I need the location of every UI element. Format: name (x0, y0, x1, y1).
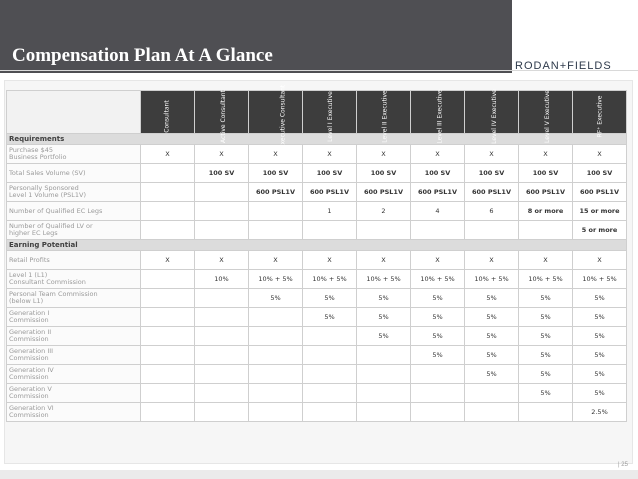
table-cell: 10% + 5% (303, 270, 357, 289)
table-cell (465, 221, 519, 240)
table-cell: X (303, 145, 357, 164)
table-cell (249, 346, 303, 365)
footer-band (0, 470, 638, 479)
table-cell: 5% (573, 346, 627, 365)
table-header-row (7, 91, 627, 134)
row-label-line: Generation I (9, 309, 50, 317)
table-cell (519, 221, 573, 240)
table-cell: X (303, 251, 357, 270)
table-cell: 10% + 5% (411, 270, 465, 289)
table-cell: 5% (519, 308, 573, 327)
table-cell: 5% (303, 308, 357, 327)
table-row (7, 403, 627, 422)
table-cell: 10% + 5% (519, 270, 573, 289)
table-cell: X (141, 145, 195, 164)
table-cell: 5% (519, 289, 573, 308)
table-cell: 100 SV (465, 164, 519, 183)
table-cell (303, 346, 357, 365)
table-cell: 5% (573, 384, 627, 403)
row-label (7, 365, 141, 384)
row-label-line: Number of Qualified LV or (9, 222, 93, 230)
table-cell (411, 221, 465, 240)
column-header (357, 89, 411, 143)
table-row (7, 289, 627, 308)
table-cell: 100 SV (573, 164, 627, 183)
row-label-line: Commission (9, 411, 49, 419)
table-row (7, 145, 627, 164)
section-title: Requirements (7, 134, 627, 145)
row-label-line: Commission (9, 392, 49, 400)
table-cell: 600 PSL1V (357, 183, 411, 202)
table-cell (141, 327, 195, 346)
table-cell: 5% (465, 308, 519, 327)
table-cell (141, 221, 195, 240)
table-cell: 600 PSL1V (519, 183, 573, 202)
table-cell (195, 289, 249, 308)
table-cell: 5% (573, 365, 627, 384)
table-cell (195, 327, 249, 346)
table-cell: 5% (465, 289, 519, 308)
table-cell: 600 PSL1V (303, 183, 357, 202)
table-cell (195, 308, 249, 327)
table-row (7, 251, 627, 270)
table-cell (303, 384, 357, 403)
row-label-line: (below L1) (9, 297, 44, 305)
table-cell: X (411, 251, 465, 270)
column-header (303, 90, 357, 142)
column-header-label: Level IV Executive (490, 88, 498, 144)
table-cell (411, 384, 465, 403)
table-row (7, 327, 627, 346)
row-label-line: Commission (9, 335, 49, 343)
table-cell: 100 SV (249, 164, 303, 183)
table-cell (303, 327, 357, 346)
table-cell: 15 or more (573, 202, 627, 221)
table-cell: 5% (357, 308, 411, 327)
row-label-line: Purchase $45 (9, 146, 53, 154)
column-header (519, 89, 573, 143)
row-label-line: Level 1 (L1) (9, 271, 48, 279)
page-number: | 25 (618, 462, 628, 468)
row-label (7, 384, 141, 403)
table-cell (195, 403, 249, 422)
table-cell: X (573, 251, 627, 270)
column-header (573, 91, 627, 137)
table-cell (141, 308, 195, 327)
table-cell (141, 270, 195, 289)
table-cell: 10% (195, 270, 249, 289)
row-label-line: Business Portfolio (9, 153, 67, 161)
table-cell: X (195, 145, 249, 164)
table-cell: 5% (573, 289, 627, 308)
table-cell (141, 183, 195, 202)
table-cell: 5% (411, 308, 465, 327)
row-label (7, 183, 141, 202)
column-header (141, 91, 195, 134)
row-label-line: Generation VI (9, 404, 54, 412)
table-cell: X (519, 251, 573, 270)
table-cell: 5% (357, 327, 411, 346)
row-label (7, 308, 141, 327)
row-label-line: Consultant Commission (9, 278, 86, 286)
table-cell: 10% + 5% (465, 270, 519, 289)
row-label-line: Generation IV (9, 366, 54, 374)
table-cell (195, 202, 249, 221)
table-cell: X (141, 251, 195, 270)
row-label-line: Commission (9, 316, 49, 324)
table-cell (141, 289, 195, 308)
table-cell: 5% (573, 308, 627, 327)
table-cell: 5% (465, 346, 519, 365)
row-label (7, 145, 141, 164)
column-header (411, 88, 465, 144)
row-label-line: Generation V (9, 385, 52, 393)
column-header-label: Consultant (163, 99, 171, 133)
table-row (7, 183, 627, 202)
column-header-label: Executive Consultant (279, 84, 287, 148)
table-cell (303, 403, 357, 422)
table-cell (249, 221, 303, 240)
table-row (7, 164, 627, 183)
table-cell (141, 365, 195, 384)
row-label-line: Personal Team Commission (9, 290, 98, 298)
table-cell: 5% (411, 289, 465, 308)
table-cell (249, 308, 303, 327)
row-label (7, 289, 141, 308)
row-label-line: Generation II (9, 328, 52, 336)
table-cell: 600 PSL1V (465, 183, 519, 202)
row-label-line: Total Sales Volume (SV) (9, 168, 86, 177)
table-cell (357, 221, 411, 240)
table-cell: 600 PSL1V (249, 183, 303, 202)
table-cell (141, 346, 195, 365)
table-cell: 100 SV (357, 164, 411, 183)
row-label (7, 251, 141, 270)
table-cell (141, 403, 195, 422)
table-cell: 100 SV (195, 164, 249, 183)
table-cell: X (465, 145, 519, 164)
table-cell: X (357, 145, 411, 164)
table-cell: 5% (465, 327, 519, 346)
row-label (7, 221, 141, 240)
table-cell (249, 202, 303, 221)
table-cell: 5% (465, 365, 519, 384)
section-title: Earning Potential (7, 240, 627, 251)
column-header-label: Active Consultant (219, 89, 227, 143)
table-cell: X (357, 251, 411, 270)
row-label (7, 403, 141, 422)
row-label-line: Personally Sponsored (9, 184, 79, 192)
table-row (7, 270, 627, 289)
table-cell (357, 403, 411, 422)
table-cell: 10% + 5% (573, 270, 627, 289)
table-cell: 5% (519, 365, 573, 384)
table-cell: 5% (519, 346, 573, 365)
table-cell (411, 403, 465, 422)
table-cell: 6 (465, 202, 519, 221)
table-cell: 100 SV (411, 164, 465, 183)
table-cell: 100 SV (519, 164, 573, 183)
brand-logo: RODAN+FIELDS (515, 60, 612, 72)
column-header (465, 88, 519, 144)
table-cell (357, 365, 411, 384)
slide-title: Compensation Plan At A Glance (12, 45, 273, 66)
table-cell: 5% (249, 289, 303, 308)
row-label (7, 202, 141, 221)
column-header-label: Level III Executive (436, 88, 444, 144)
row-label-line: higher EC Legs (9, 229, 58, 237)
table-cell: 600 PSL1V (573, 183, 627, 202)
table-cell: X (411, 145, 465, 164)
table-cell (249, 403, 303, 422)
table-cell: 5 or more (573, 221, 627, 240)
table-cell (249, 384, 303, 403)
table-cell (303, 221, 357, 240)
table-cell (357, 346, 411, 365)
section-header-row (7, 240, 627, 251)
table-cell (465, 403, 519, 422)
row-label-line: Level 1 Volume (PSL1V) (9, 191, 86, 199)
table-cell (141, 202, 195, 221)
column-header (249, 84, 303, 148)
table-body (7, 134, 627, 422)
table-row (7, 202, 627, 221)
table-cell (195, 221, 249, 240)
table-cell: 5% (357, 289, 411, 308)
table-cell (141, 164, 195, 183)
table-cell: 5% (519, 327, 573, 346)
table-cell: 10% + 5% (249, 270, 303, 289)
table-cell (357, 384, 411, 403)
table-cell (195, 183, 249, 202)
column-header (195, 89, 249, 143)
table-cell: 600 PSL1V (411, 183, 465, 202)
column-header-label: Level V Executive (543, 89, 551, 143)
table-cell (519, 403, 573, 422)
table-cell: 8 or more (519, 202, 573, 221)
column-header-label: Level II Executive (381, 89, 389, 143)
row-label-line: Commission (9, 354, 49, 362)
table-cell: X (465, 251, 519, 270)
table-cell (195, 384, 249, 403)
table-cell (195, 365, 249, 384)
table-cell: X (249, 145, 303, 164)
table-cell: X (195, 251, 249, 270)
row-label-line: Generation III (9, 347, 54, 355)
row-label (7, 270, 141, 289)
table-row (7, 346, 627, 365)
table-cell: 4 (411, 202, 465, 221)
table-cell: X (573, 145, 627, 164)
column-header-label: Level I Executive (326, 90, 334, 142)
table-cell (411, 365, 465, 384)
table-row (7, 365, 627, 384)
column-header-label: RF⁺ Executive (596, 95, 603, 137)
table-cell (249, 327, 303, 346)
table-cell: 5% (303, 289, 357, 308)
table-cell: 5% (411, 327, 465, 346)
table-row (7, 308, 627, 327)
table-cell (195, 346, 249, 365)
table-row (7, 384, 627, 403)
table-cell: 100 SV (303, 164, 357, 183)
row-label (7, 346, 141, 365)
table-cell (303, 365, 357, 384)
section-header-row (7, 134, 627, 145)
table-cell: X (519, 145, 573, 164)
table-cell: 5% (411, 346, 465, 365)
row-label-line: Number of Qualified EC Legs (9, 206, 103, 215)
table-cell (465, 384, 519, 403)
row-label (7, 164, 141, 183)
header-corner-cell (7, 91, 141, 134)
row-label-line: Retail Profits (9, 255, 50, 264)
table-cell: X (249, 251, 303, 270)
table-cell: 5% (519, 384, 573, 403)
table-cell: 10% + 5% (357, 270, 411, 289)
table-cell: 1 (303, 202, 357, 221)
compensation-table (6, 84, 627, 422)
row-label (7, 327, 141, 346)
table-cell (249, 365, 303, 384)
table-row (7, 221, 627, 240)
table-cell: 2.5% (573, 403, 627, 422)
table-cell (141, 384, 195, 403)
table-cell: 2 (357, 202, 411, 221)
row-label-line: Commission (9, 373, 49, 381)
table-cell: 5% (573, 327, 627, 346)
